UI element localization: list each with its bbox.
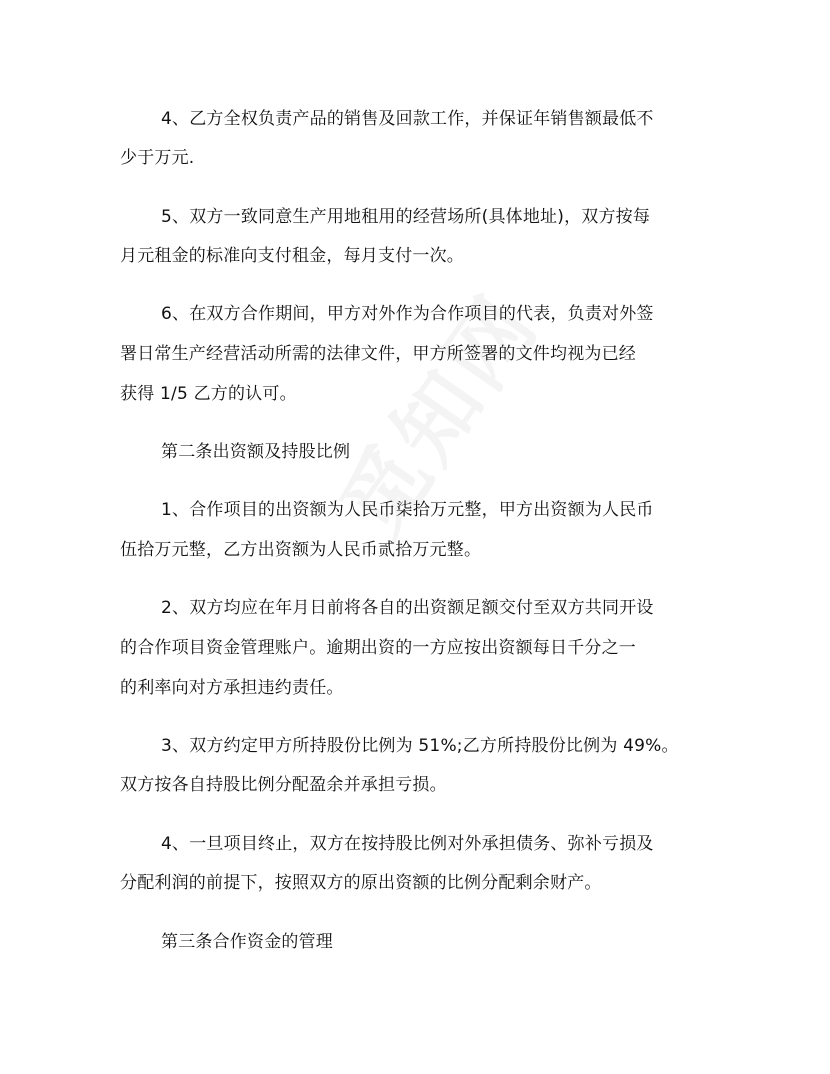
- capital-1-line-1: 1、合作项目的出资额为人民币柒拾万元整，甲方出资额为人民币: [161, 500, 654, 520]
- capital-3-line-1: 3、双方约定甲方所持股份比例为 51%;乙方所持股份比例为 49%。: [161, 736, 679, 756]
- capital-2-line-3: 的利率向对方承担违约责任。: [120, 678, 344, 698]
- clause-6-line-3: 获得 1/5 乙方的认可。: [120, 384, 297, 404]
- capital-3-line-2: 双方按各自持股比例分配盈余并承担亏损。: [120, 775, 447, 795]
- clause-6-line-1: 6、在双方合作期间，甲方对外作为合作项目的代表，负责对外签: [161, 304, 654, 324]
- capital-1-line-2: 伍拾万元整，乙方出资额为人民币贰拾万元整。: [120, 540, 482, 560]
- clause-4-line-2: 少于万元.: [120, 148, 195, 168]
- section-heading-2: 第二条出资额及持股比例: [161, 442, 351, 462]
- capital-4-line-2: 分配利润的前提下，按照双方的原出资额的比例分配剩余财产。: [120, 873, 602, 893]
- capital-2-line-2: 的合作项目资金管理账户。逾期出资的一方应按出资额每日千分之一: [120, 638, 636, 658]
- section-heading-3: 第三条合作资金的管理: [161, 932, 333, 952]
- clause-4-line-1: 4、乙方全权负责产品的销售及回款工作，并保证年销售额最低不: [161, 109, 654, 129]
- capital-2-line-1: 2、双方均应在年月日前将各自的出资额足额交付至双方共同开设: [161, 598, 654, 618]
- clause-5-line-2: 月元租金的标准向支付租金，每月支付一次。: [120, 246, 464, 266]
- capital-4-line-1: 4、一旦项目终止，双方在按持股比例对外承担债务、弥补亏损及: [161, 834, 654, 854]
- clause-6-line-2: 署日常生产经营活动所需的法律文件，甲方所签署的文件均视为已经: [120, 344, 636, 364]
- clause-5-line-1: 5、双方一致同意生产用地租用的经营场所(具体地址)，双方按每: [161, 207, 651, 227]
